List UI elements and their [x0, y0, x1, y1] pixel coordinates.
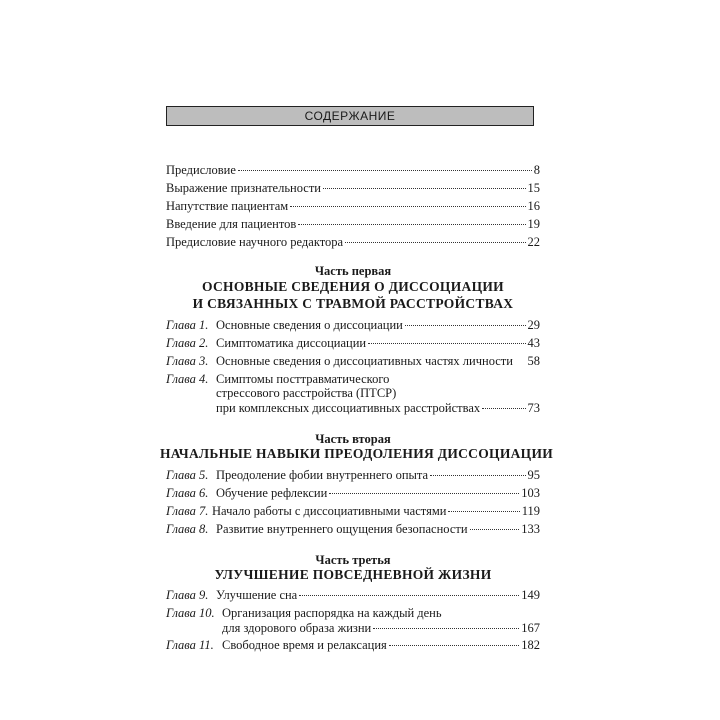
toc-entry-chapter-11 [166, 638, 540, 655]
toc-entry-chapter-10-last [222, 621, 540, 638]
toc-entry-editor-preface [166, 235, 540, 252]
entry-title: Введение для пациентов [166, 217, 297, 231]
entry-page: 149 [521, 588, 540, 602]
entry-title: Обучение рефлексии [216, 486, 328, 500]
entry-title: Преодоление фобии внутреннего опыта [216, 468, 429, 482]
toc-entry-chapter-9 [166, 588, 540, 605]
entry-title-line: стрессового расстройства (ПТСР) [216, 386, 397, 400]
chapter-number: Глава 6. [166, 486, 209, 500]
entry-page: 119 [521, 504, 540, 518]
entry-page: 95 [527, 468, 540, 482]
entry-title: Предисловие [166, 163, 236, 177]
entry-title-line: для здорового образа жизни [222, 621, 372, 635]
toc-entry-chapter-3 [166, 354, 540, 371]
chapter-number: Глава 7. [166, 504, 209, 518]
entry-page: 8 [533, 163, 540, 177]
chapter-number: Глава 1. [166, 318, 209, 332]
entry-title-line: Симптомы посттравматического [216, 372, 390, 386]
chapter-number: Глава 5. [166, 468, 209, 482]
chapter-number: Глава 9. [166, 588, 209, 602]
entry-title: Начало работы с диссоциативными частями [212, 504, 447, 518]
entry-page: 167 [521, 621, 540, 635]
entry-page: 19 [527, 217, 540, 231]
chapter-number: Глава 10. [166, 606, 215, 620]
chapter-number: Глава 8. [166, 522, 209, 536]
part-label: Часть первая [314, 264, 392, 278]
toc-entry-chapter-5 [166, 468, 540, 485]
toc-entry-introduction [166, 217, 540, 234]
entry-page: 22 [527, 235, 540, 249]
entry-title: Основные сведения о диссоциативных частях личности [216, 354, 513, 368]
toc-entry-acknowledgements [166, 181, 540, 198]
entry-page: 182 [521, 638, 540, 652]
part-title: УЛУЧШЕНИЕ ПОВСЕДНЕВНОЙ ЖИЗНИ [214, 567, 492, 582]
entry-page: 58 [527, 354, 540, 368]
toc-entry-chapter-8 [166, 522, 540, 539]
part-title: ОСНОВНЫЕ СВЕДЕНИЯ О ДИССОЦИАЦИИ [202, 279, 504, 294]
chapter-number: Глава 11. [166, 638, 214, 652]
entry-title-line: при комплексных диссоциативных расстройствах [216, 401, 481, 415]
part-label: Часть третья [315, 553, 391, 567]
entry-title: Выражение признательности [166, 181, 321, 195]
toc-entry-preface [166, 163, 540, 180]
toc-entry-patient-address [166, 199, 540, 216]
entry-title: Симптоматика диссоциации [216, 336, 367, 350]
entry-title: Напутствие пациентам [166, 199, 289, 213]
toc-entry-chapter-6 [166, 486, 540, 503]
entry-page: 73 [527, 401, 540, 415]
entry-page: 133 [521, 522, 540, 536]
entry-page: 15 [527, 181, 540, 195]
chapter-number: Глава 4. [166, 372, 209, 386]
part-label: Часть вторая [315, 432, 391, 446]
toc-entry-chapter-2 [166, 336, 540, 353]
entry-page: 16 [527, 199, 540, 213]
toc-entry-chapter-4-last [216, 401, 540, 418]
entry-title-line: Организация распорядка на каждый день [222, 606, 442, 620]
entry-page: 43 [527, 336, 540, 350]
entry-title: Предисловие научного редактора [166, 235, 344, 249]
entry-title: Свободное время и релаксация [222, 638, 387, 652]
entry-page: 29 [527, 318, 540, 332]
entry-title: Основные сведения о диссоциации [216, 318, 403, 332]
chapter-number: Глава 2. [166, 336, 209, 350]
part-title: И СВЯЗАННЫХ С ТРАВМОЙ РАССТРОЙСТВАХ [192, 296, 514, 311]
toc-entry-chapter-7 [166, 504, 540, 521]
contents-header: СОДЕРЖАНИЕ [166, 106, 534, 126]
chapter-number: Глава 3. [166, 354, 209, 368]
entry-title: Улучшение сна [216, 588, 298, 602]
entry-title: Развитие внутреннего ощущения безопасности [216, 522, 468, 536]
part-title: НАЧАЛЬНЫЕ НАВЫКИ ПРЕОДОЛЕНИЯ ДИССОЦИАЦИИ [160, 446, 554, 461]
entry-page: 103 [521, 486, 540, 500]
toc-entry-chapter-1 [166, 318, 540, 335]
